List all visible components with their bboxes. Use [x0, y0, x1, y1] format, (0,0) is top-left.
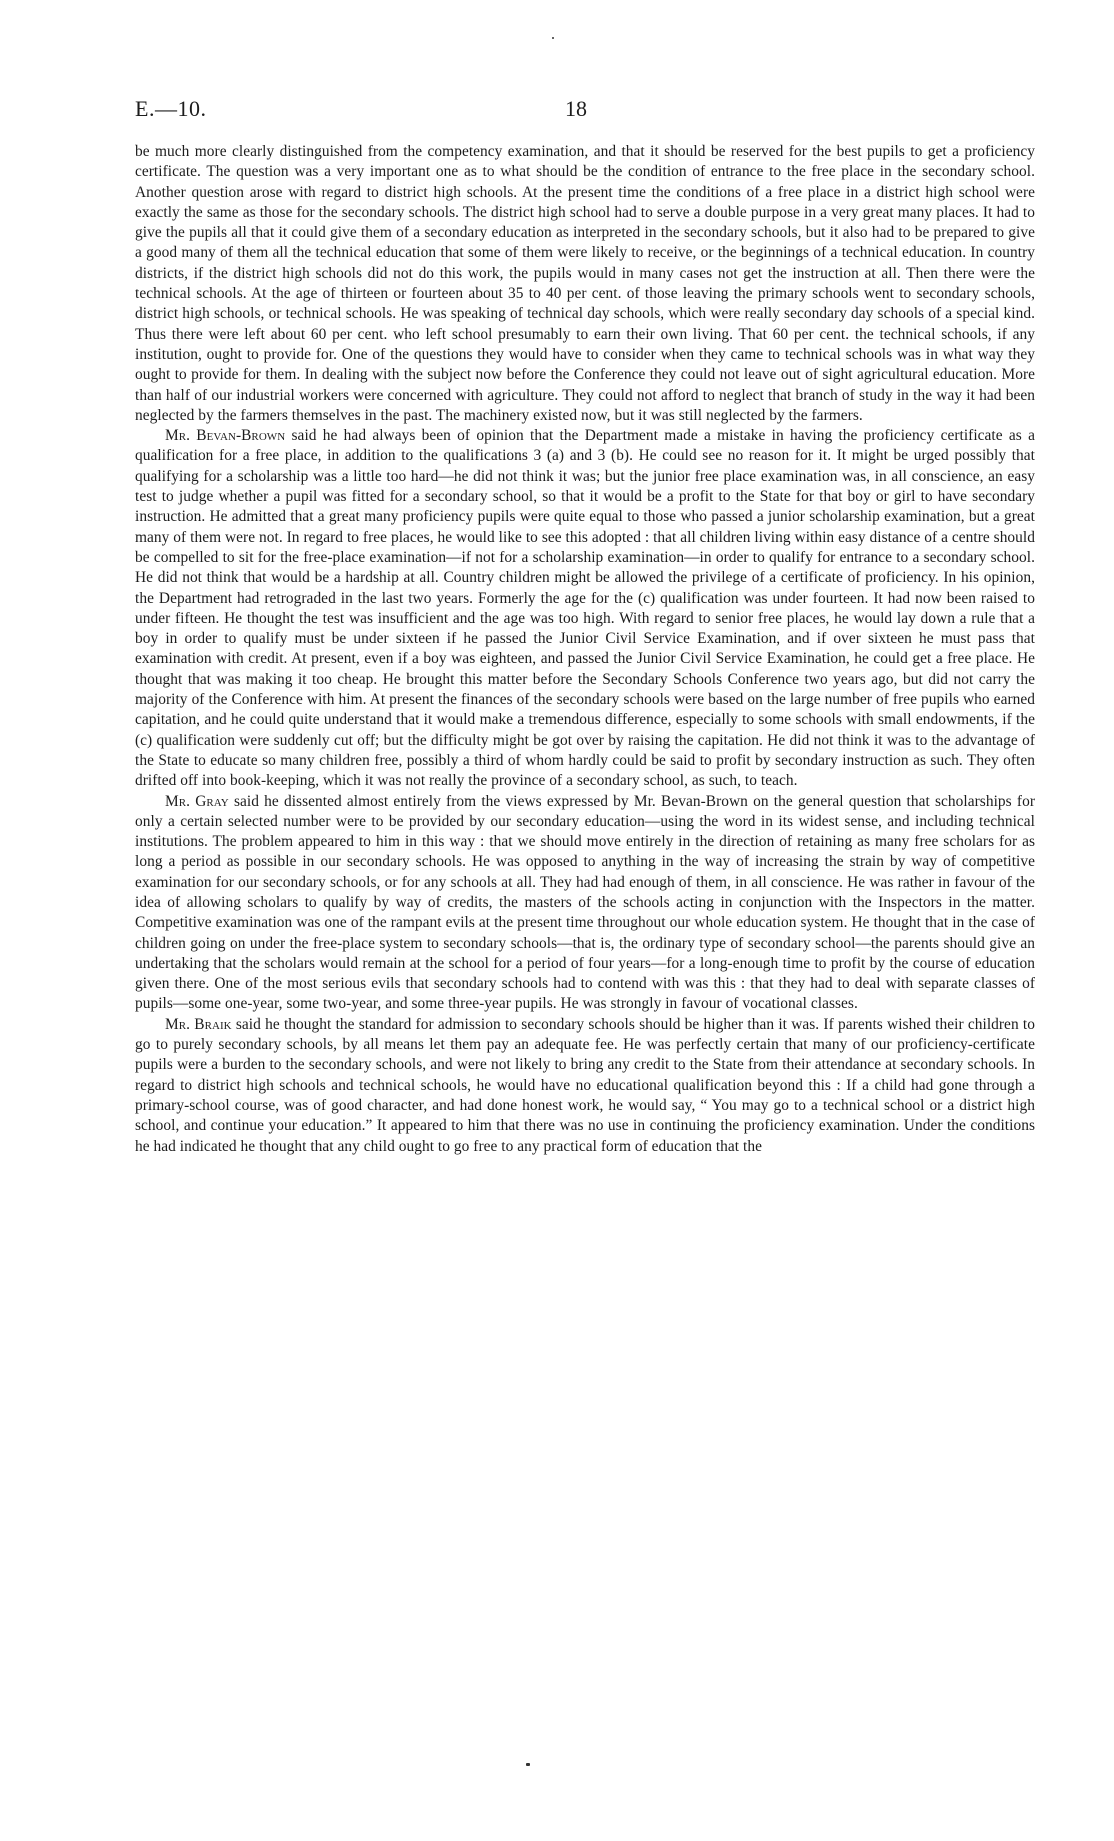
paragraph-gray	[135, 792, 1035, 1015]
body-text	[135, 142, 1035, 1157]
paragraph-text: be much more clearly distinguished from the competency examination, and that it should be reserved for the best pupils to get a proficiency certificate. The question was a very important one as to what should be the condition of entrance to the free place in the secondary school. Another question arose with regard to district high schools. At the present time the conditions of a free place in a district high school were exactly the same as those for the secondary schools. The district high school had to serve a double purpose in a very great many places. It had to give the pupils all that it could give them of a secondary education as interpreted in the secondary schools, but it also had to be prepared to give a good many of them all the technical education that some of them were likely to receive, or the beginnings of a technical education. In country districts, if the district high schools did not do this work, the pupils would in many cases not get the instruction at all. Then there were the technical schools. At the age of thirteen or fourteen about 35 to 40 per cent. of those leaving the primary schools went to secondary schools, district high schools, or technical schools. He was speaking of technical day schools, which were really secondary day schools of a special kind. Thus there were left about 60 per cent. who left school presumably to earn their own living. That 60 per cent. the technical schools, if any institution, ought to provide for. One of the questions they would have to consider when they came to technical schools was in what way they ought to provide for them. In dealing with the subject now before the Conference they could not leave out of sight agricultural education. More than half of our industrial workers were concerned with agriculture. They could not afford to neglect that branch of study in the way it had been neglected by the farmers themselves in the past. The machinery existed now, but it was still neglected by the farmers.	[135, 143, 1035, 424]
paragraph-bevan-brown	[135, 426, 1035, 791]
paragraph-text: said he had always been of opinion that the Department made a mistake in having the proficiency certificate as a qualification for a free place, in addition to the qualifications 3 (a) and 3 (b). He could see no reason for it. It might be urged possibly that qualifying for a scholarship was a little too hard—he did not think it was; but the junior free place examination was, in all conscience, an easy test to judge whether a pupil was fitted for a secondary school, so that it would be a profit to the State for that boy or girl to have secondary instruction. He admitted that a great many proficiency pupils were quite equal to those who passed a junior scholarship examination, but a great many of them were not. In regard to free places, he would like to see this adopted : that all children living within easy distance of a centre should be compelled to sit for the free-place examination—if not for a scholarship examination—in order to qualify for entrance to a secondary school. He did not think that would be a hardship at all. Country children might be allowed the privilege of a certificate of proficiency. In his opinion, the Department had retrograded in the last two years. Formerly the age for the (c) qualification was under fourteen. It had now been raised to under fifteen. He thought the test was insufficient and the age was too high. With regard to senior free places, he would lay down a rule that a boy in order to qualify must be under sixteen if he passed the Junior Civil Service Examination, and if over sixteen he must pass that examination with credit. At present, even if a boy was eighteen, and passed the Junior Civil Service Examination, he could get a free place. He thought that was making it too cheap. He brought this matter before the Secondary Schools Conference two years ago, but did not carry the majority of the Conference with him. At present the finances of the secondary schools were based on the large number of free pupils who earned capitation, and he could quite understand that it would make a tremendous difference, especially to some schools with small endowments, if the (c) qualification were suddenly cut off; but the difficulty might be got over by raising the capitation. He did not think it was to the advantage of the State to educate so many children free, possibly a third of whom hardly could be said to profit by secondary instruction as such. They often drifted off into book-keeping, which it was not really the province of a secondary school, as such, to teach.	[135, 427, 1035, 790]
bottom-speck	[526, 1763, 530, 1766]
paragraph-braik	[135, 1015, 1035, 1157]
top-speck	[552, 37, 554, 39]
paragraph-text: said he dissented almost entirely from the views expressed by Mr. Bevan-Brown on the general question that scholarships for only a certain selected number were to be provided by our secondary education—using the word in its widest sense, and including technical institutions. The problem appeared to him in this way : that we should move entirely in the direction of retaining as many free scholars for as long a period as possible in our secondary schools. He was opposed to anything in the way of increasing the strain by way of competitive examination for our secondary schools, or for any schools at all. They had had enough of them, in all conscience. He was rather in favour of the idea of allowing scholars to qualify by way of credits, the masters of the schools acting in conjunction with the Inspectors in the matter. Competitive examination was one of the rampant evils at the present time throughout our whole education system. He thought that in the case of children going on under the free-place system to secondary schools—that is, the ordinary type of secondary school—the parents should give an undertaking that the scholars would remain at the school for a period of four years—for a long-enough time to profit by the course of education given there. One of the most serious evils that secondary schools had to contend with was this : that they had to deal with separate classes of pupils—some one-year, some two-year, and some three-year pupils. He was strongly in favour of vocational classes.	[135, 792, 1035, 1013]
speaker-name: Mr. Gray	[165, 792, 229, 810]
page-code: E.—10.	[135, 96, 207, 121]
paragraph-continuation	[135, 142, 1035, 426]
page-number: 18	[565, 96, 587, 121]
speaker-name: Mr. Braik	[165, 1015, 232, 1033]
paragraph-text: said he thought the standard for admission to secondary schools should be higher than it was. If parents wished their children to go to purely secondary schools, by all means let them pay an adequate fee. He was perfectly certain that many of our proficiency-certificate pupils were a burden to the secondary schools, and were not likely to bring any credit to the State from their attendance at secondary schools. In regard to district high schools and technical schools, he would have no educational qualification beyond this : If a child had gone through a primary-school course, was of good character, and had done honest work, he would say, “ You may go to a technical school or a district high school, and continue your education.” It appeared to him that there was no use in continuing the proficiency examination. Under the conditions he had indicated he thought that any child ought to go free to any practical form of education that the	[135, 1015, 1035, 1155]
speaker-name: Mr. Bevan-Brown	[165, 427, 286, 445]
